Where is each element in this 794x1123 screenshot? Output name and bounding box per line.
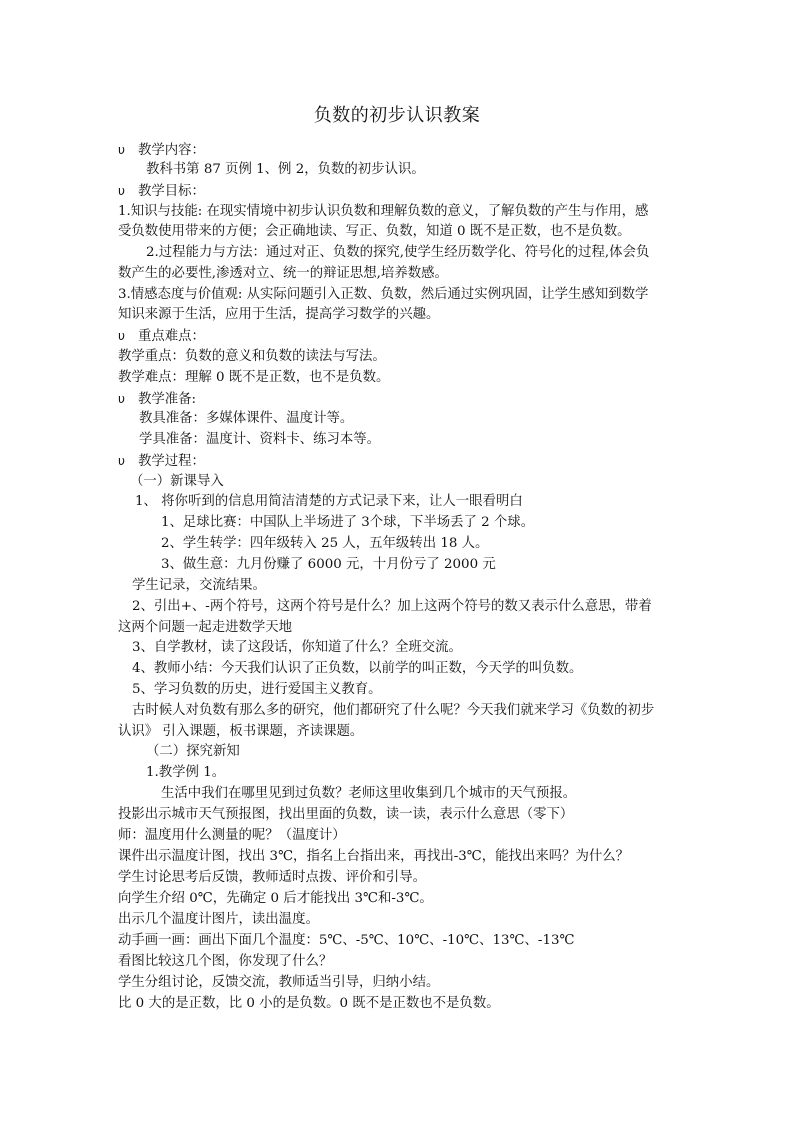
heading-text: 教学目标： <box>138 184 205 199</box>
section-heading-preparation <box>118 389 196 410</box>
paragraph-line: 1.知识与技能: 在现实情境中初步认识负数和理解负数的意义，了解负数的产生与作用，感 <box>118 204 649 219</box>
paragraph-line: 投影出示城市天气预报图，找出里面的负数，读一读，表示什么意思（零下） <box>118 807 574 822</box>
paragraph-line: （二）探究新知 <box>146 744 240 759</box>
paragraph-line: 认识》 引入课题，板书课题，齐读课题。 <box>118 724 364 739</box>
paragraph-line: 5、学习负数的历史，进行爱国主义教育。 <box>132 682 382 697</box>
paragraph-line: 学具准备：温度计、资料卡、练习本等。 <box>139 432 381 447</box>
paragraph-line: 这两个问题一起走进数学天地 <box>118 620 293 635</box>
paragraph-line: 古时候人对负数有那么多的研究，他们都研究了什么呢？今天我们就来学习《负数的初步 <box>132 703 655 718</box>
paragraph-line: 4、教师小结：今天我们认识了正负数，以前学的叫正数，今天学的叫负数。 <box>132 661 583 676</box>
paragraph-line: 1、 将你听到的信息用简洁清楚的方式记录下来，让人一眼看明白 <box>135 494 523 509</box>
paragraph-line: 2.过程能力与方法：通过对正、负数的探究,使学生经历数学化、符号化的过程,体会负 <box>146 245 650 260</box>
paragraph-line: 比 0 大的是正数，比 0 小的是负数。0 既不是正数也不是负数。 <box>118 996 500 1011</box>
paragraph-line: 师：温度用什么测量的呢？（温度计） <box>118 828 346 843</box>
section-heading-content <box>118 140 205 161</box>
bullet-icon: υ <box>118 143 125 157</box>
paragraph-line: 3.情感态度与价值观: 从实际问题引入正数、负数，然后通过实例巩固，让学生感知到数学 <box>118 287 649 302</box>
paragraph-line: 数产生的必要性,渗透对立、统一的辩证思想,培养数感。 <box>118 266 448 281</box>
paragraph-line: 1.教学例 1。 <box>146 765 226 780</box>
bullet-icon: υ <box>118 329 125 343</box>
paragraph-line: 学生讨论思考后反馈，教师适时点拨、评价和引导。 <box>118 870 426 885</box>
paragraph-line: 3、做生意：九月份赚了 6000 元，十月份亏了 2000 元 <box>161 557 496 572</box>
paragraph-line: 1、足球比赛：中国队上半场进了 3个球，下半场丢了 2 个球。 <box>161 515 535 530</box>
heading-text: 教学过程： <box>138 454 205 469</box>
section-heading-key-points <box>118 326 205 347</box>
heading-text: 重点难点： <box>138 329 205 344</box>
paragraph-line: 课件出示温度计图，找出 3℃，指名上台指出来，再找出-3℃，能找出来吗？为什么？ <box>118 849 630 864</box>
paragraph-line: 3、自学教材，读了这段话，你知道了什么？全班交流。 <box>132 640 462 655</box>
heading-text: 教学准备: <box>138 392 197 407</box>
document-title: 负数的初步认识教案 <box>313 105 481 126</box>
paragraph-line: 2、学生转学：四年级转入 25 人，五年级转出 18 人。 <box>161 536 489 551</box>
paragraph-line: 知识来源于生活，应用于生活，提高学习数学的兴趣。 <box>118 307 440 322</box>
section-heading-process <box>118 451 205 472</box>
bullet-icon: υ <box>118 454 125 468</box>
paragraph-line: 生活中我们在哪里见到过负数？老师这里收集到几个城市的天气预报。 <box>161 786 577 801</box>
paragraph-line: 教科书第 87 页例 1、例 2，负数的初步认识。 <box>146 162 425 177</box>
bullet-icon: υ <box>118 392 125 406</box>
section-heading-goals <box>118 181 205 202</box>
paragraph-line: 看图比较这几个图，你发现了什么？ <box>118 954 333 969</box>
paragraph-line: 学生记录，交流结果。 <box>132 578 266 593</box>
paragraph-line: 教具准备：多媒体课件、温度计等。 <box>139 411 354 426</box>
paragraph-line: 教学重点：负数的意义和负数的读法与写法。 <box>118 349 386 364</box>
heading-text: 教学内容： <box>138 143 205 158</box>
paragraph-line: 受负数使用带来的方便；会正确地读、写正、负数，知道 0 既不是正数，也不是负数。 <box>118 224 631 239</box>
paragraph-line: 向学生介绍 0℃，先确定 0 后才能找出 3℃和-3℃。 <box>118 891 433 906</box>
bullet-icon: υ <box>118 184 125 198</box>
paragraph-line: 学生分组讨论，反馈交流，教师适当引导，归纳小结。 <box>118 975 440 990</box>
paragraph-line: 动手画一画：画出下面几个温度：5℃、-5℃、10℃、-10℃、13℃、-13℃ <box>118 933 575 948</box>
paragraph-line: （一）新课导入 <box>130 474 224 489</box>
paragraph-line: 2、引出+、-两个符号，这两个符号是什么？加上这两个符号的数又表示什么意思，带着 <box>132 599 652 614</box>
paragraph-line: 出示几个温度计图片，读出温度。 <box>118 912 319 927</box>
paragraph-line: 教学难点：理解 0 既不是正数，也不是负数。 <box>118 370 390 385</box>
